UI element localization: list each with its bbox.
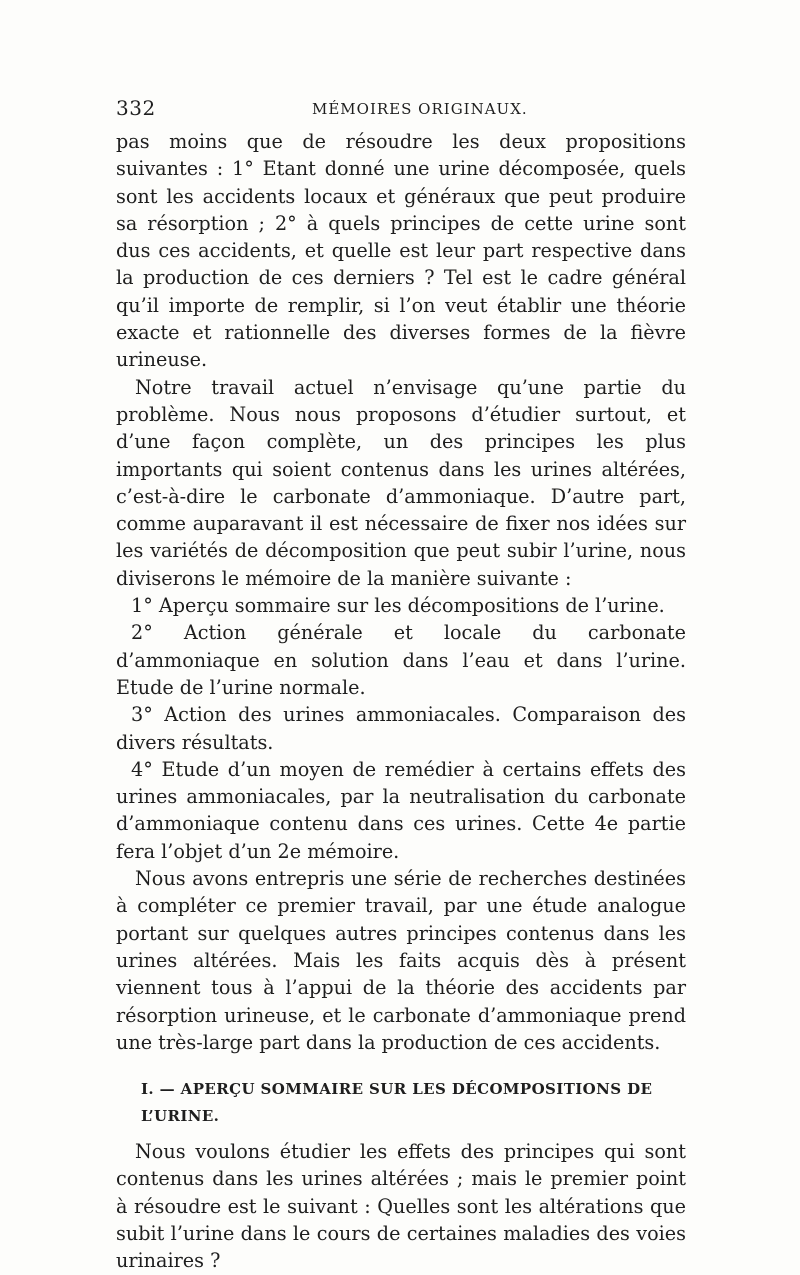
- book-page: [116, 96, 686, 1275]
- paragraph-research: Nous avons entrepris une série de recherches destinées à compléter ce premier travail, par une étude analogue portant sur quelques autres principes contenus dans les urines altérées. Mais les faits acquis dès à présent viennent tous à l’appui de la théorie des accidents par résorption urineuse, et le carbonate d’ammoniaque prend une très-large part dans la production de ces accidents.: [116, 867, 686, 1054]
- plan-item-1: 1° Aperçu sommaire sur les décompositions de l’urine.: [131, 594, 665, 618]
- running-head: MÉMOIRES ORIGINAUX.: [312, 100, 528, 118]
- paragraph-continued: pas moins que de résoudre les deux propositions suivantes : 1° Etant donné une urine décomposée, quels sont les accidents locaux et généraux que peut produire sa résorption ; 2° à quels principes de cette urine sont dus ces accidents, et quelle est leur part respective dans la production de ces derniers ? Tel est le cadre général qu’il importe de remplir, si l’on veut établir une théorie exacte et rationnelle des diverses formes de la fièvre urineuse.: [116, 130, 686, 372]
- paragraph-section-intro: Nous voulons étudier les effets des principes qui sont contenus dans les urines altérées ; mais le premier point à résoudre est le suivant : Quelles sont les altérations que subit l’urine dans le cours de certaines maladies des voies urinaires ?: [116, 1140, 686, 1273]
- body-text: [116, 128, 686, 1275]
- page-number: 332: [116, 96, 156, 120]
- plan-item-4: 4° Etude d’un moyen de remédier à certains effets des urines ammoniacales, par la neutralisation du carbonate d’ammoniaque contenu dans ces urines. Cette 4e partie fera l’objet d’un 2e mémoire.: [116, 757, 686, 863]
- plan-item-3: 3° Action des urines ammoniacales. Comparaison des divers résultats.: [116, 703, 686, 754]
- paragraph-current-work: Notre travail actuel n’envisage qu’une partie du problème. Nous nous proposons d’étudier surtout, et d’une façon complète, un des principes les plus importants qui soient contenus dans les urines altérées, c’est-à-dire le carbonate d’ammoniaque. D’autre part, comme auparavant il est nécessaire de fixer nos idées sur les variétés de décomposition que peut subir l’urine, nous diviserons le mémoire de la manière suivante :: [116, 375, 686, 590]
- section-heading: I. — APERÇU SOMMAIRE SUR LES DÉCOMPOSITIONS DE L’URINE.: [141, 1080, 653, 1126]
- page-header: [116, 96, 686, 122]
- plan-item-2: 2° Action générale et locale du carbonate d’ammoniaque en solution dans l’eau et dans l’urine. Etude de l’urine normale.: [116, 621, 686, 699]
